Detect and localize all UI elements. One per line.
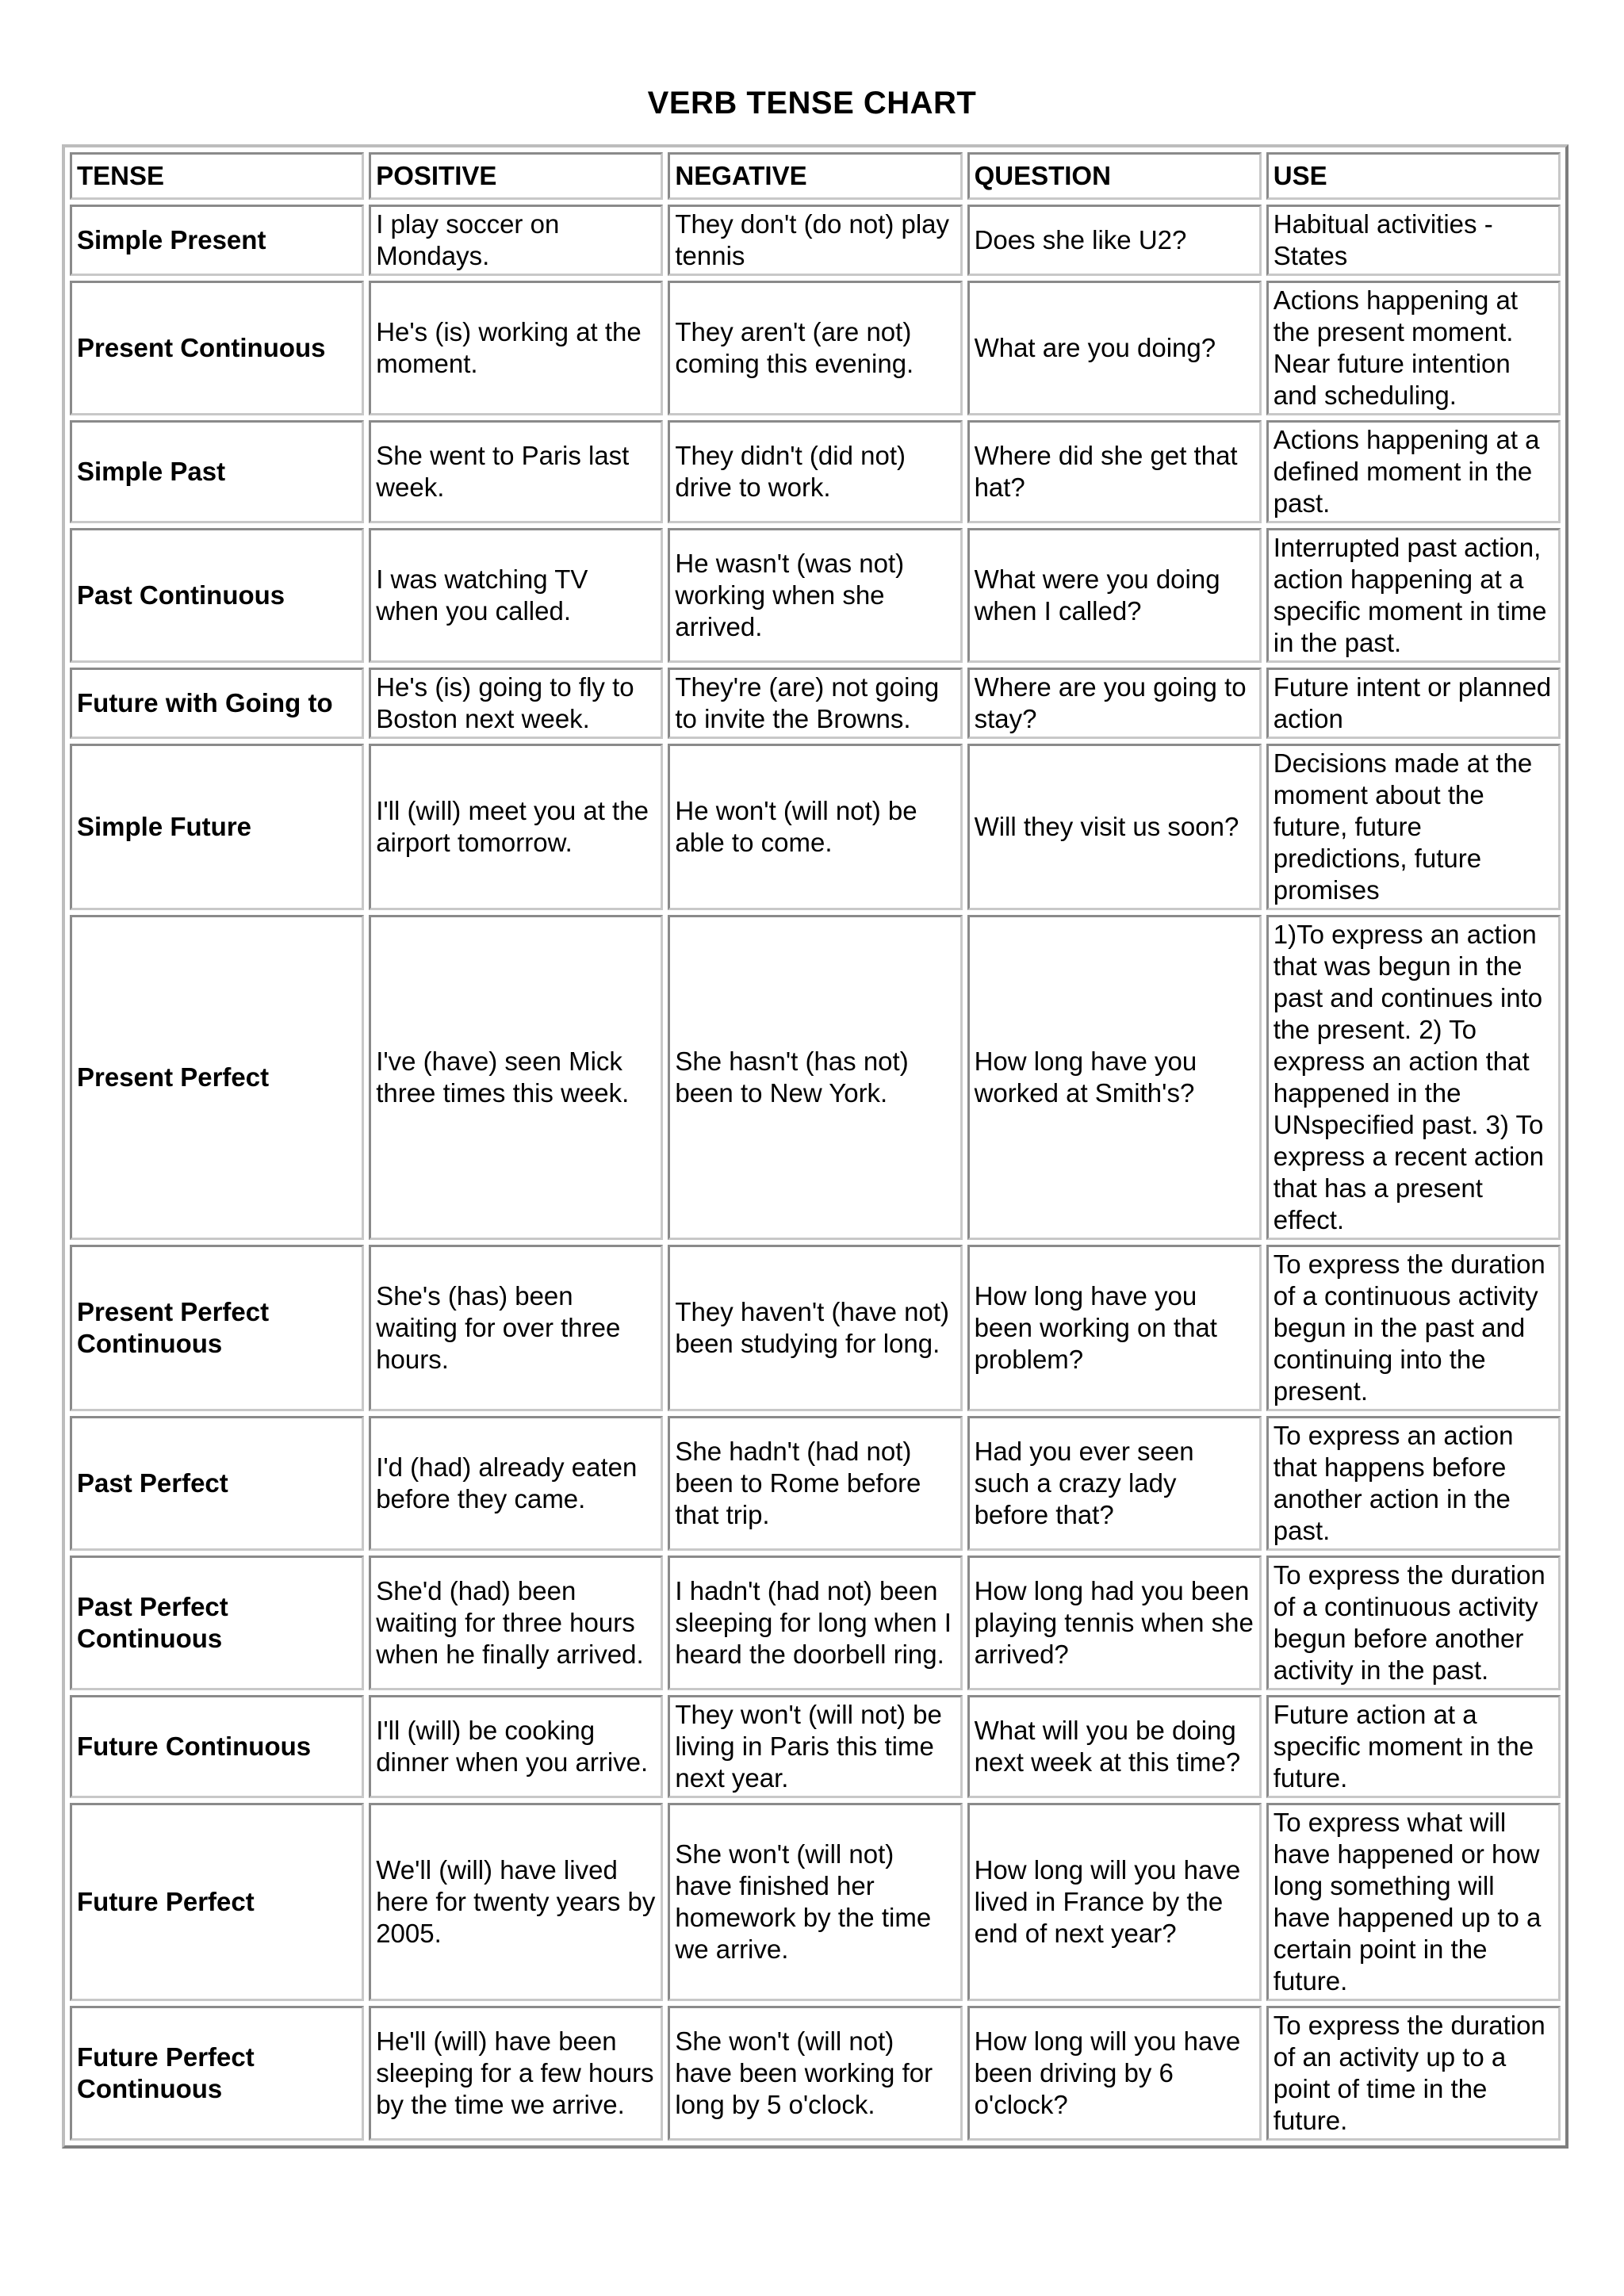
positive-cell: He's (is) going to fly to Boston next week. <box>369 668 663 739</box>
use-cell: To express the duration of an activity up to a point of time in the future. <box>1266 2006 1561 2141</box>
use-cell: Decisions made at the moment about the future, future predictions, future promises <box>1266 744 1561 910</box>
question-cell: What were you doing when I called? <box>967 528 1262 663</box>
positive-cell: I was watching TV when you called. <box>369 528 663 663</box>
question-cell: Will they visit us soon? <box>967 744 1262 910</box>
positive-cell: She's (has) been waiting for over three hours. <box>369 1245 663 1411</box>
question-cell: How long will you have been driving by 6 o'clock? <box>967 2006 1262 2141</box>
use-cell: To express an action that happens before another action in the past. <box>1266 1416 1561 1551</box>
tense-cell: Present Continuous <box>70 281 364 415</box>
negative-cell: I hadn't (had not) been sleeping for long when I heard the doorbell ring. <box>668 1556 962 1690</box>
negative-cell: They haven't (have not) been studying for long. <box>668 1245 962 1411</box>
tense-cell: Simple Future <box>70 744 364 910</box>
tense-cell: Future Perfect Continuous <box>70 2006 364 2141</box>
table-row <box>70 1245 1561 1411</box>
negative-cell: They don't (do not) play tennis <box>668 205 962 276</box>
header-positive: POSITIVE <box>369 152 663 200</box>
table-row <box>70 668 1561 739</box>
question-cell: How long have you been working on that problem? <box>967 1245 1262 1411</box>
positive-cell: I'll (will) meet you at the airport tomorrow. <box>369 744 663 910</box>
use-cell: Future intent or planned action <box>1266 668 1561 739</box>
negative-cell: She hasn't (has not) been to New York. <box>668 915 962 1240</box>
page-title: VERB TENSE CHART <box>647 86 977 121</box>
negative-cell: He wasn't (was not) working when she arrived. <box>668 528 962 663</box>
tense-cell: Future Perfect <box>70 1803 364 2001</box>
question-cell: Had you ever seen such a crazy lady before that? <box>967 1416 1262 1551</box>
use-cell: 1)To express an action that was begun in the past and continues into the present. 2) To express an action that happened in the UNspecified past. 3) To express a recent action that has a present effect. <box>1266 915 1561 1240</box>
table-row <box>70 1416 1561 1551</box>
table-row <box>70 2006 1561 2141</box>
table-row <box>70 744 1561 910</box>
table-row <box>70 528 1561 663</box>
question-cell: How long have you worked at Smith's? <box>967 915 1262 1240</box>
positive-cell: We'll (will) have lived here for twenty years by 2005. <box>369 1803 663 2001</box>
negative-cell: She won't (will not) have been working for long by 5 o'clock. <box>668 2006 962 2141</box>
header-negative: NEGATIVE <box>668 152 962 200</box>
table-row <box>70 420 1561 523</box>
positive-cell: He'll (will) have been sleeping for a few hours by the time we arrive. <box>369 2006 663 2141</box>
tense-cell: Simple Past <box>70 420 364 523</box>
question-cell: What will you be doing next week at this time? <box>967 1695 1262 1798</box>
positive-cell: He's (is) working at the moment. <box>369 281 663 415</box>
question-cell: How long had you been playing tennis when she arrived? <box>967 1556 1262 1690</box>
header-question: QUESTION <box>967 152 1262 200</box>
use-cell: Habitual activities - States <box>1266 205 1561 276</box>
tense-cell: Past Continuous <box>70 528 364 663</box>
tense-cell: Simple Present <box>70 205 364 276</box>
tense-cell: Present Perfect Continuous <box>70 1245 364 1411</box>
header-row <box>70 152 1561 200</box>
table-row <box>70 281 1561 415</box>
negative-cell: They're (are) not going to invite the Browns. <box>668 668 962 739</box>
question-cell: Where did she get that hat? <box>967 420 1262 523</box>
positive-cell: I play soccer on Mondays. <box>369 205 663 276</box>
positive-cell: I'd (had) already eaten before they came. <box>369 1416 663 1551</box>
positive-cell: She went to Paris last week. <box>369 420 663 523</box>
negative-cell: He won't (will not) be able to come. <box>668 744 962 910</box>
negative-cell: They won't (will not) be living in Paris this time next year. <box>668 1695 962 1798</box>
negative-cell: She hadn't (had not) been to Rome before that trip. <box>668 1416 962 1551</box>
tense-cell: Future with Going to <box>70 668 364 739</box>
negative-cell: They aren't (are not) coming this evening. <box>668 281 962 415</box>
question-cell: How long will you have lived in France by the end of next year? <box>967 1803 1262 2001</box>
use-cell: Actions happening at the present moment. Near future intention and scheduling. <box>1266 281 1561 415</box>
header-tense: TENSE <box>70 152 364 200</box>
use-cell: Interrupted past action, action happening at a specific moment in time in the past. <box>1266 528 1561 663</box>
verb-tense-table <box>62 144 1568 2149</box>
negative-cell: She won't (will not) have finished her homework by the time we arrive. <box>668 1803 962 2001</box>
table-row <box>70 205 1561 276</box>
use-cell: To express the duration of a continuous activity begun before another activity in the past. <box>1266 1556 1561 1690</box>
header-use: USE <box>1266 152 1561 200</box>
tense-cell: Present Perfect <box>70 915 364 1240</box>
positive-cell: I've (have) seen Mick three times this week. <box>369 915 663 1240</box>
tense-cell: Past Perfect <box>70 1416 364 1551</box>
use-cell: Actions happening at a defined moment in the past. <box>1266 420 1561 523</box>
negative-cell: They didn't (did not) drive to work. <box>668 420 962 523</box>
tense-cell: Future Continuous <box>70 1695 364 1798</box>
table-row <box>70 1803 1561 2001</box>
question-cell: Does she like U2? <box>967 205 1262 276</box>
question-cell: Where are you going to stay? <box>967 668 1262 739</box>
positive-cell: She'd (had) been waiting for three hours when he finally arrived. <box>369 1556 663 1690</box>
question-cell: What are you doing? <box>967 281 1262 415</box>
table-row <box>70 1695 1561 1798</box>
positive-cell: I'll (will) be cooking dinner when you arrive. <box>369 1695 663 1798</box>
use-cell: To express what will have happened or how long something will have happened up to a certain point in the future. <box>1266 1803 1561 2001</box>
use-cell: To express the duration of a continuous activity begun in the past and continuing into the present. <box>1266 1245 1561 1411</box>
tense-cell: Past Perfect Continuous <box>70 1556 364 1690</box>
table-row <box>70 915 1561 1240</box>
table-row <box>70 1556 1561 1690</box>
use-cell: Future action at a specific moment in the future. <box>1266 1695 1561 1798</box>
